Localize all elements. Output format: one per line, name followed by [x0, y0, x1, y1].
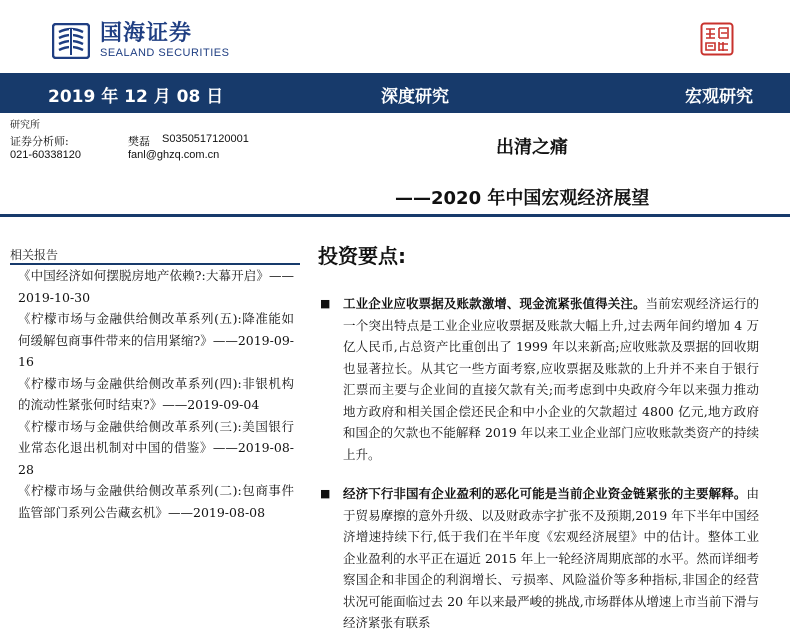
logo-chinese-name: 国海证券	[100, 21, 193, 46]
research-seal-icon	[700, 22, 734, 56]
analyst-label: 证券分析师:	[10, 135, 69, 148]
company-logo	[52, 22, 229, 59]
key-point-body: 当前宏观经济运行的一个突出特点是工业企业应收票据及账款大幅上升,过去两年间约增加 4 万亿人民币,占总资产比重创出了 1999 年以来新高;应收账款及票据的回收期也显著拉长。从其它一些方面考察,应收票据及账款的上升并不来自于银行汇票而主要与企业间的直接欠款有关;而考虑到中央政府今年以来强力推动地方政府和相关国企偿还民企和中小企业的欠款超过 4800 亿元,地方政府和国企的欠款也不能解释 2019 年以来工业企业部门应收账款类资产的持续上升。	[343, 296, 759, 462]
report-banner	[0, 73, 790, 113]
key-point-paragraph	[343, 483, 759, 634]
logo-english-name: SEALAND SECURITIES	[100, 47, 230, 59]
bullet-square-icon: ■	[320, 487, 331, 500]
report-type: 深度研究	[381, 87, 449, 107]
related-report-item[interactable]: 《柠檬市场与金融供给侧改革系列(四):非银机构的流动性紧张何时结束?》——2019-09-04	[18, 375, 294, 412]
related-report-item[interactable]: 《中国经济如何摆脱房地产依赖?:大幕开启》——2019-10-30	[18, 268, 294, 305]
section-title: 投资要点:	[318, 244, 406, 268]
analyst-email[interactable]: fanl@ghzq.com.cn	[128, 149, 220, 161]
related-report-item[interactable]: 《柠檬市场与金融供给侧改革系列(二):包商事件监管部门系列公告藏玄机》——2019-08-08	[18, 483, 294, 520]
related-report-item[interactable]: 《柠檬市场与金融供给侧改革系列(三):美国银行业常态化退出机制对中国的借鉴》——2019-08-28	[18, 418, 294, 477]
analyst-name: 樊磊	[128, 135, 150, 148]
related-reports-list	[18, 265, 294, 523]
key-point-paragraph	[343, 293, 759, 465]
institute-label: 研究所	[10, 120, 40, 131]
related-report-item[interactable]: 《柠檬市场与金融供给侧改革系列(五):降准能如何缓解包商事件带来的信用紧缩?》——2019-09-16	[18, 311, 294, 369]
sealand-logo-icon	[52, 23, 90, 59]
report-field: 宏观研究	[685, 87, 753, 107]
title-divider	[0, 214, 790, 217]
key-point-heading: 工业企业应收票据及账款激增、现金流紧张值得关注。	[343, 296, 646, 311]
key-point-body: 由于贸易摩擦的意外升级、以及财政赤字扩张不及预期,2019 年下半年中国经济增速持续下行,低于我们在半年度《宏观经济展望》中的估计。整体工业企业盈利的水平正在逼近 2015 年上一轮经济周期底部的水平。然而详细考察国企和非国企的利润增长、亏损率、风险溢价等多种指标,非国企的经营状况可能面临过去 20 年以来最严峻的挑战,市场群体从增速上市当前下滑与经济紧张有联系	[343, 486, 759, 630]
report-title: 出清之痛	[496, 137, 568, 158]
bullet-square-icon: ■	[320, 297, 331, 310]
analyst-phone: 021-60338120	[10, 149, 81, 161]
related-reports-heading: 相关报告	[10, 248, 59, 262]
analyst-license: S0350517120001	[162, 133, 249, 145]
report-date: 2019 年 12 月 08 日	[48, 87, 224, 107]
key-point-heading: 经济下行非国有企业盈利的恶化可能是当前企业资金链紧张的主要解释。	[343, 486, 747, 501]
report-subtitle: ——2020 年中国宏观经济展望	[395, 188, 650, 209]
